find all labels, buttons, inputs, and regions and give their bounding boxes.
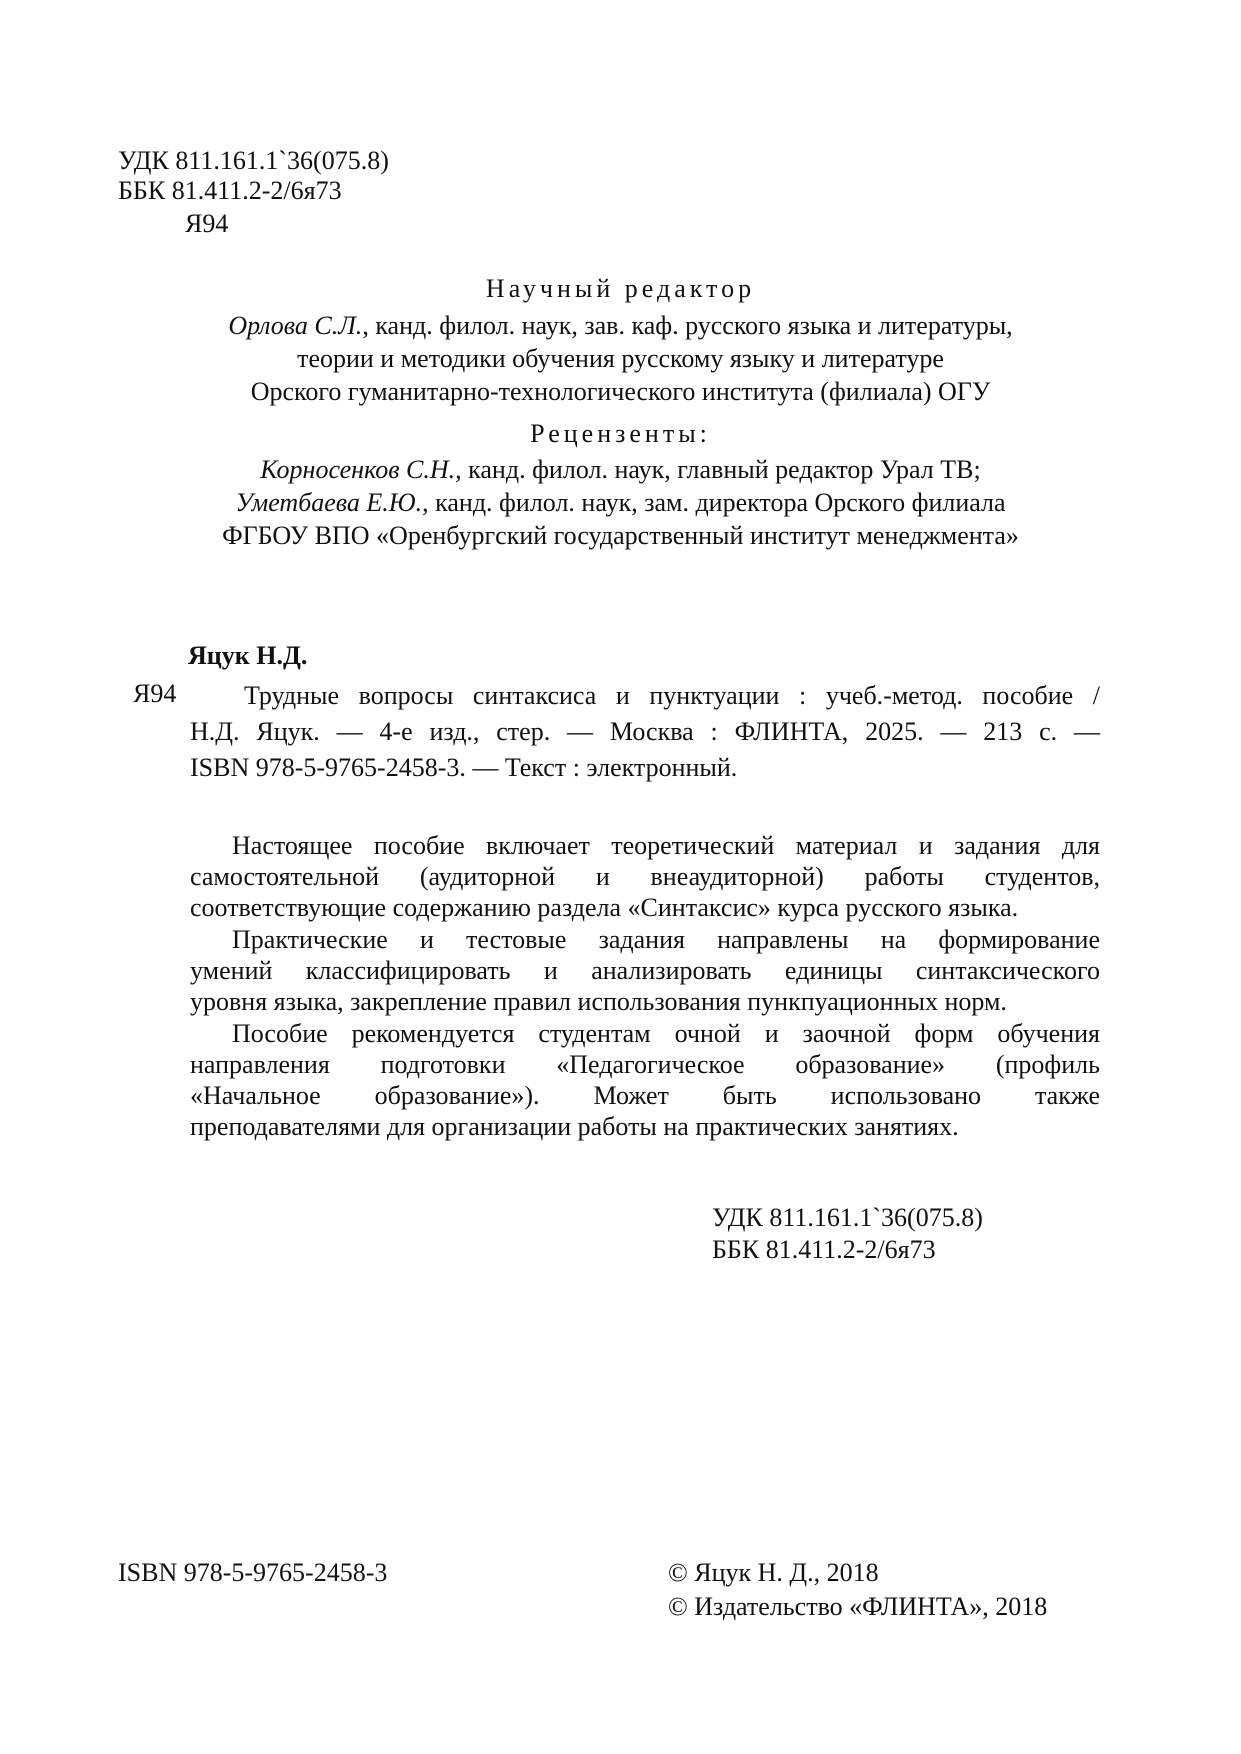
reviewer-2 — [0, 487, 1241, 519]
reviewer-2-rest: , канд. филол. наук, зам. директора Орского филиала — [422, 488, 1006, 517]
reviewer-1-name: Корносенков С.Н., — [260, 455, 462, 484]
editor-line-1-rest: , канд. филол. наук, зав. каф. русского языка и литературы, — [362, 311, 1013, 340]
book-record-line-1: Трудные вопросы синтаксиса и пунктуации : учеб.-метод. пособие / — [244, 681, 1100, 710]
copyright-author: © Яцук Н. Д., 2018 — [668, 1558, 879, 1587]
annotation-p2-line-1: Практические и тестовые задания направлены на формирование — [232, 925, 1100, 954]
bbk-code-top: ББК 81.411.2-2/6я73 — [118, 176, 342, 205]
book-author-mark: Я94 — [133, 679, 177, 708]
annotation-p2-line-2: умений классифицировать и анализировать единицы синтаксического — [190, 956, 1100, 985]
book-author: Яцук Н.Д. — [188, 641, 308, 670]
editor-line-1 — [0, 310, 1241, 342]
annotation-p3-line-2: направления подготовки «Педагогическое образование» (профиль — [190, 1050, 1100, 1079]
bbk-code-bottom: ББК 81.411.2-2/6я73 — [712, 1235, 936, 1264]
book-record-line-3: ISBN 978-5-9765-2458-3. — Текст : электронный. — [190, 753, 738, 782]
udk-code-top: УДК 811.161.1`36(075.8) — [118, 146, 389, 175]
reviewer-2-name: Уметбаева Е.Ю. — [235, 488, 423, 517]
annotation-p3-line-3: «Начальное образование»). Может быть использовано также — [190, 1081, 1100, 1110]
editor-name: Орлова С.Л. — [228, 311, 363, 340]
copyright-publisher: © Издательство «ФЛИНТА», 2018 — [668, 1592, 1048, 1621]
annotation-p3-line-1: Пособие рекомендуется студентам очной и заочной форм обучения — [232, 1019, 1100, 1048]
reviewer-1-rest: канд. филол. наук, главный редактор Урал ТВ; — [461, 455, 981, 484]
author-mark-top: Я94 — [185, 209, 229, 238]
reviewers-heading: Рецензенты: — [530, 419, 711, 448]
editor-line-2: теории и методики обучения русскому языку и литературе — [297, 344, 944, 373]
book-record-line-2: Н.Д. Яцук. — 4-е изд., стер. — Москва : ФЛИНТА, 2025. — 213 с. — — [190, 717, 1100, 746]
reviewer-1 — [0, 454, 1241, 486]
annotation-p1-line-1: Настоящее пособие включает теоретический материал и задания для — [232, 831, 1100, 860]
isbn: ISBN 978-5-9765-2458-3 — [118, 1558, 388, 1587]
annotation-p3-line-4: преподавателями для организации работы на практических занятиях. — [190, 1112, 959, 1141]
reviewer-2-line-2: ФГБОУ ВПО «Оренбургский государственный институт менеджмента» — [222, 521, 1019, 550]
udk-code-bottom: УДК 811.161.1`36(075.8) — [712, 1203, 983, 1232]
annotation-p1-line-3: соответствующие содержанию раздела «Синтаксис» курса русского языка. — [190, 893, 1019, 922]
editor-heading: Научный редактор — [485, 274, 756, 303]
annotation-p2-line-3: уровня языка, закрепление правил использования пункпуационных норм. — [190, 987, 1007, 1016]
annotation-p1-line-2: самостоятельной (аудиторной и внеаудиторной) работы студентов, — [190, 862, 1100, 891]
editor-line-3: Орского гуманитарно-технологического института (филиала) ОГУ — [250, 377, 991, 406]
